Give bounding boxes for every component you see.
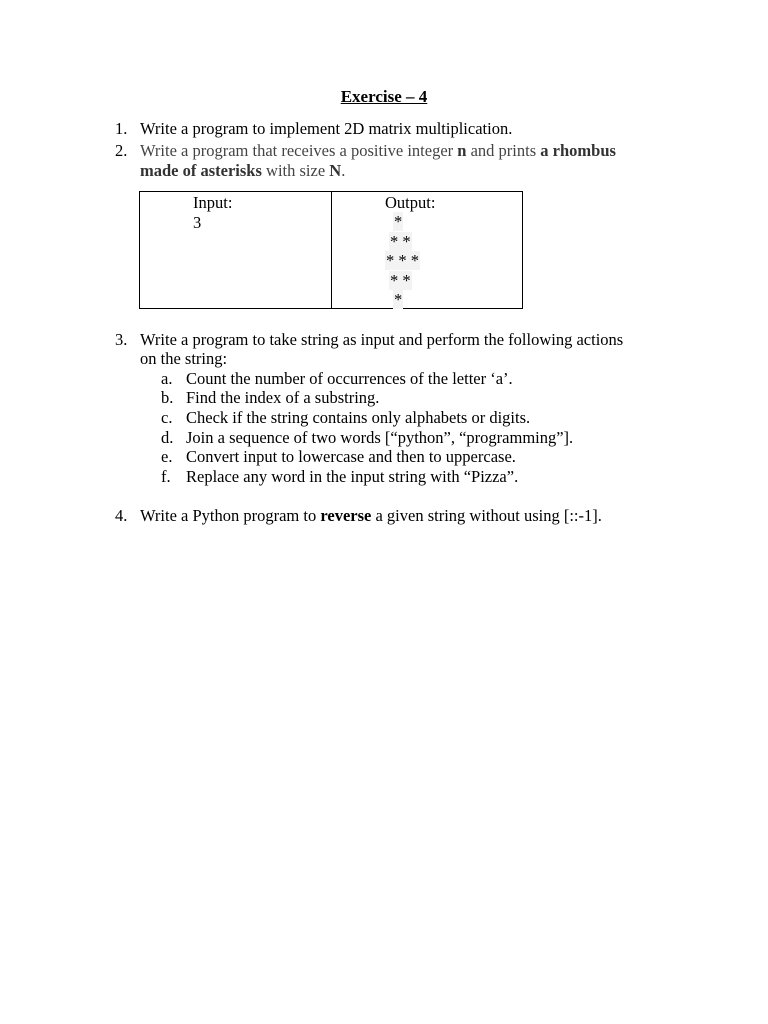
question-3-number: 3.	[115, 330, 128, 349]
subitem-text: Check if the string contains only alphabets or digits.	[186, 408, 531, 427]
input-cell	[193, 193, 232, 232]
input-value: 3	[193, 212, 202, 232]
subitem-letter: d.	[161, 428, 174, 447]
output-rhombus	[385, 212, 420, 310]
output-row: * *	[390, 231, 411, 251]
subitem-letter: e.	[161, 447, 173, 466]
question-2-bold-N: N	[329, 161, 342, 180]
subitem-text: Count the number of occurrences of the letter ‘a’.	[186, 369, 513, 388]
question-4-text	[140, 506, 680, 526]
question-1-number: 1.	[115, 119, 128, 138]
question-2-text-part: Write a program that receives a positive integer	[140, 141, 458, 160]
subitem-text: Convert input to lowercase and then to uppercase.	[186, 447, 516, 466]
subitem-text: Find the index of a substring.	[186, 388, 380, 407]
question-4-number: 4.	[115, 506, 128, 525]
output-row: *	[394, 290, 403, 309]
subitem-letter: b.	[161, 388, 174, 407]
question-2-number: 2.	[115, 141, 128, 160]
question-2-text-part: with size	[261, 161, 330, 180]
question-4-text-part: a given string without using [::-1].	[371, 506, 602, 525]
subitem-letter: c.	[161, 408, 173, 427]
output-row: * * *	[386, 251, 419, 270]
question-2-text-part: and prints	[466, 141, 541, 160]
question-2-bold-n: n	[457, 141, 467, 160]
question-2-bold-rhombus: a rhombus	[540, 141, 616, 160]
subitem-letter: a.	[161, 369, 173, 388]
table-divider	[331, 192, 332, 308]
output-row: * *	[390, 270, 411, 290]
question-3-line-2: on the string:	[140, 349, 228, 368]
question-2-line-1	[140, 141, 680, 161]
output-row: *	[394, 212, 403, 231]
question-3-line-1: Write a program to take string as input and perform the following actions	[140, 330, 624, 349]
question-4-bold-reverse: reverse	[320, 506, 372, 525]
question-1-text: Write a program to implement 2D matrix multiplication.	[140, 119, 513, 138]
question-2-line-2	[140, 161, 680, 181]
question-4-text-part: Write a Python program to	[140, 506, 321, 525]
subitem-text: Join a sequence of two words [“python”, “programming”].	[186, 428, 574, 447]
subitem-text: Replace any word in the input string with “Pizza”.	[186, 467, 519, 486]
exercise-title: Exercise – 4	[340, 87, 428, 106]
input-label: Input:	[193, 193, 233, 212]
question-2-bold-asterisks: made of asterisks	[140, 161, 262, 180]
subitem-letter: f.	[161, 467, 171, 486]
question-2-text-part: .	[341, 161, 346, 180]
example-table	[139, 191, 523, 309]
output-label: Output:	[385, 193, 436, 212]
